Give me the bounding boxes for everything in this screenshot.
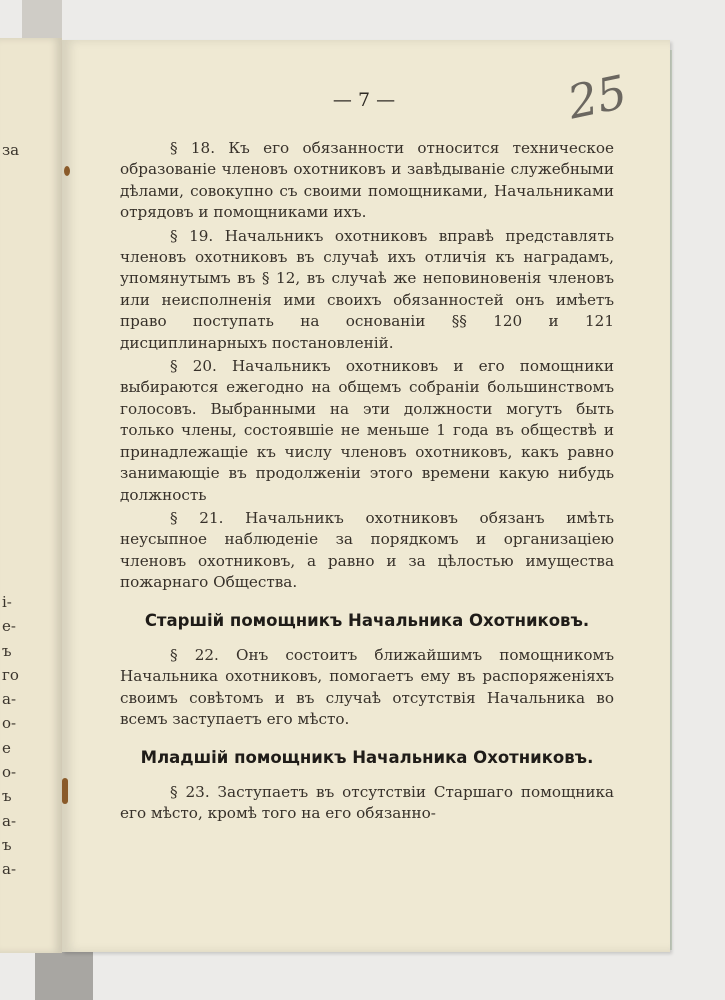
paragraph-21: § 21. Начальникъ охотниковъ обязанъ имѣть неусыпное наблюденіе за порядкомъ и организаціею членовъ охотниковъ, а равно и за цѣлостью имущества пожарнаго Общества. — [120, 508, 614, 592]
book-spine-top — [22, 0, 62, 40]
book-spine-bottom — [35, 952, 93, 1000]
paragraph-23: § 23. Заступаетъ въ отсутствіи Старшаго помощника его мѣсто, кромѣ того на его обязанно- — [120, 782, 614, 823]
left-fragment-line: е- — [2, 617, 16, 636]
ink-spot — [62, 778, 68, 804]
paragraph-19: § 19. Начальникъ охотниковъ вправѣ представлять членовъ охотниковъ въ случаѣ ихъ отличія къ наградамъ, упомянутымъ въ § 12, въ случаѣ же неповиновенія членовъ или неисполненія ими своихъ обязанностей онъ имѣетъ право поступать на основаніи §§ 120 и 121 дисциплинарныхъ постановленій. — [120, 226, 614, 352]
left-fragment-line: ъ — [2, 641, 12, 660]
ink-spot — [64, 166, 70, 176]
paragraph-18: § 18. Къ его обязанности относится техническое образованіе членовъ охотниковъ и завѣдываніе служебными дѣлами, совокупно съ своими помощниками, Начальниками отрядовъ и помощниками ихъ. — [120, 139, 614, 222]
left-fragment-line: а- — [2, 811, 17, 830]
left-fragment-line: е — [2, 738, 11, 757]
right-page — [62, 40, 670, 952]
left-fragment-line: а- — [2, 860, 17, 879]
left-fragment-line: і- — [2, 593, 12, 611]
left-fragment-line: ъ — [2, 835, 12, 854]
page-number: — 7 — — [332, 89, 396, 111]
paragraph-22: § 22. Онъ состоитъ ближайшимъ помощникомъ Начальника охотниковъ, помогаетъ ему въ распоряженіяхъ своимъ совѣтомъ и въ случаѣ отсутствія Начальника во всемъ заступаетъ его мѣсто. — [120, 645, 614, 729]
left-fragment-line: ъ — [2, 787, 12, 806]
heading-senior-assistant: Старшій помощникъ Начальника Охотниковъ. — [144, 610, 590, 630]
paragraph-20: § 20. Начальникъ охотниковъ и его помощники выбираются ежегодно на общемъ собраніи большинствомъ голосовъ. Выбранными на эти должности могутъ быть только члены, состоявшіе не меньше 1 года въ обществѣ и принадлежащіе къ числу членовъ охотниковъ, какъ равно занимающіе въ продолженіи этого времени какую нибудь должность — [120, 357, 614, 504]
left-page-fragment: за — [2, 141, 20, 159]
left-fragment-line: го — [2, 665, 19, 684]
left-fragment-line: о- — [2, 763, 17, 782]
heading-junior-assistant: Младшій помощникъ Начальника Охотниковъ. — [140, 747, 594, 767]
left-fragment-line: о- — [2, 714, 17, 733]
left-page — [0, 38, 62, 953]
left-fragment-line: а- — [2, 690, 17, 709]
handwritten-page-mark: 25 — [563, 64, 632, 130]
text-column — [120, 138, 614, 827]
left-page-fragment-column — [2, 590, 19, 882]
